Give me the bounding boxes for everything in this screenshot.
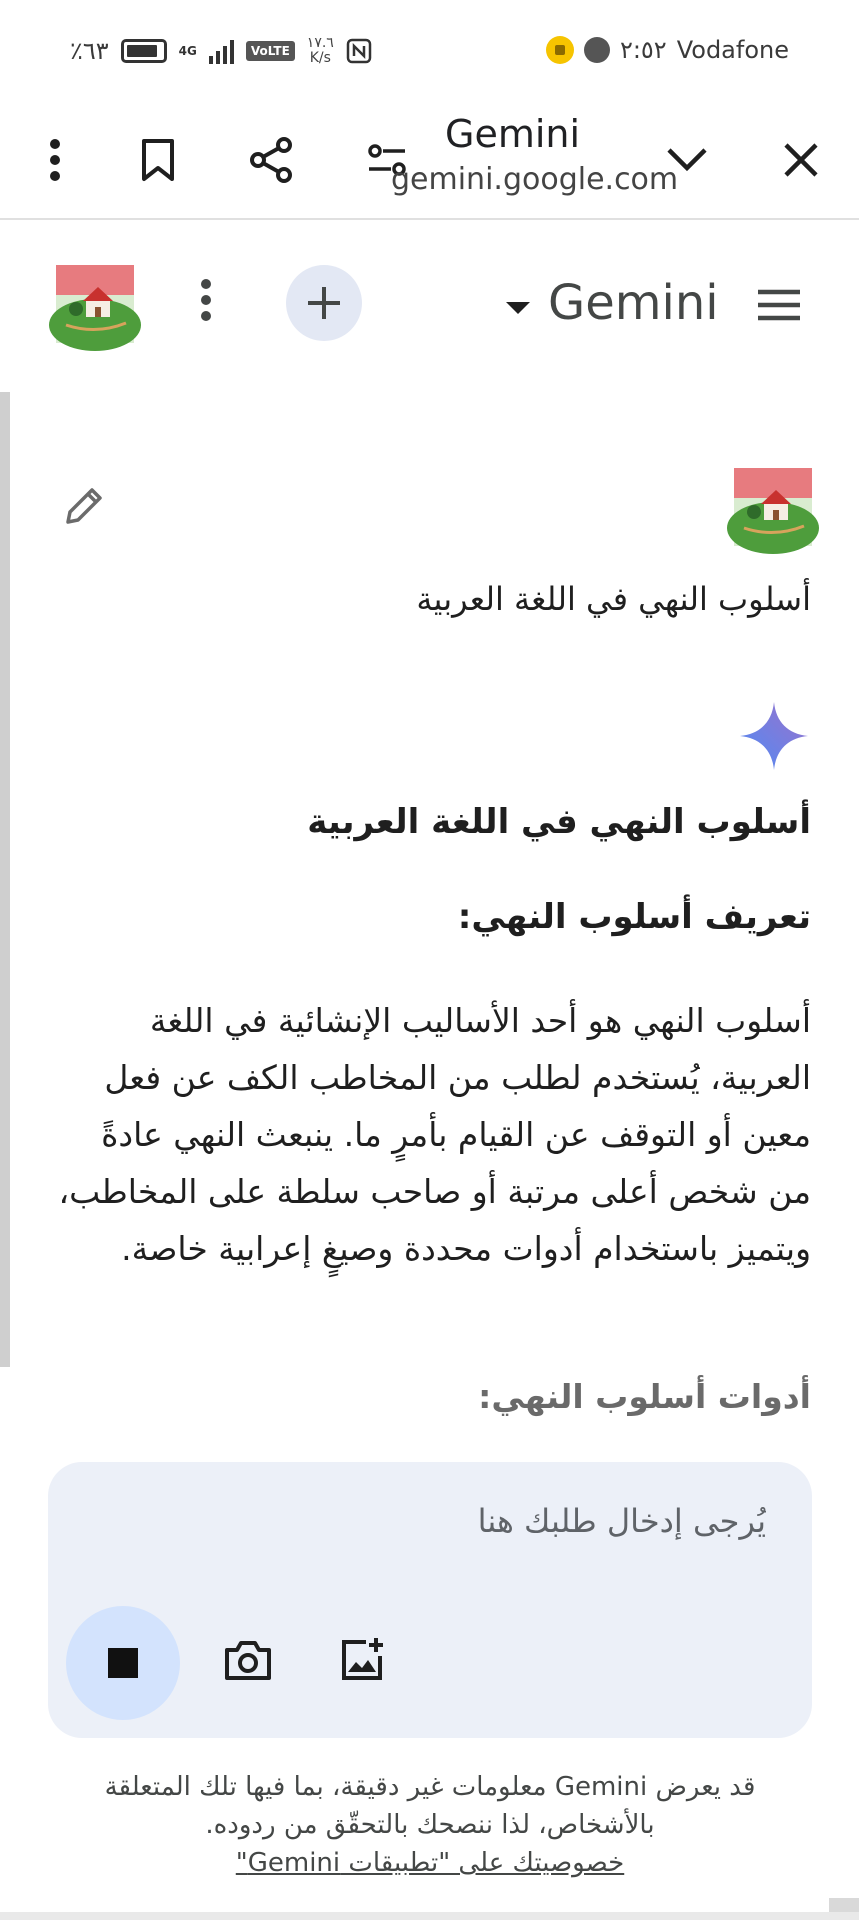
chevron-down-icon[interactable] bbox=[652, 100, 722, 220]
add-image-icon[interactable] bbox=[332, 1630, 392, 1690]
volte-badge: VoLTE bbox=[246, 41, 295, 61]
camera-icon[interactable] bbox=[218, 1630, 278, 1690]
close-icon[interactable] bbox=[766, 100, 836, 220]
carrier-name: Vodafone bbox=[676, 36, 789, 64]
tools-heading: أدوات أسلوب النهي: bbox=[478, 1377, 811, 1416]
nfc-icon bbox=[346, 38, 372, 64]
status-bar bbox=[0, 0, 859, 100]
edit-prompt-icon[interactable] bbox=[60, 482, 108, 534]
network-type: 4G bbox=[178, 44, 197, 58]
definition-body: أسلوب النهي هو أحد الأساليب الإنشائية في اللغة العربية، يُستخدم لطلب من المخاطب الكف عن فعل معين أو التوقف عن القيام بأمرٍ ما. ينبعث النهي عادةً من شخص أعلى مرتبة أو صاحب سلطة على المخاطب، ويتميز باستخدام أدوات محددة وصيغٍ إعرابية خاصة. bbox=[58, 1001, 811, 1268]
plus-icon bbox=[306, 285, 342, 321]
caret-down-icon[interactable] bbox=[506, 302, 530, 314]
conversation bbox=[0, 392, 859, 1432]
page-url[interactable]: gemini.google.com bbox=[391, 162, 679, 197]
app-title[interactable]: Gemini bbox=[548, 275, 719, 331]
stop-icon bbox=[108, 1648, 138, 1678]
speed-value: ١٧.٦ bbox=[306, 35, 334, 51]
user-prompt: أسلوب النهي في اللغة العربية bbox=[416, 580, 811, 618]
browser-toolbar bbox=[0, 100, 859, 220]
more-vert-icon[interactable] bbox=[20, 100, 90, 220]
app-header bbox=[0, 220, 859, 390]
signal-icon bbox=[209, 38, 234, 64]
definition-heading: تعريف أسلوب النهي: bbox=[457, 897, 811, 937]
bookmark-icon[interactable] bbox=[123, 100, 193, 220]
page-title: Gemini bbox=[445, 112, 581, 156]
user-avatar bbox=[734, 468, 812, 546]
composer bbox=[48, 1462, 812, 1738]
prompt-input[interactable] bbox=[266, 1502, 766, 1540]
disclaimer-line-2: بالأشخاص، لذا ننصحك بالتحقّق من ردوده. bbox=[205, 1810, 655, 1840]
battery-icon bbox=[121, 39, 167, 63]
response-title: أسلوب النهي في اللغة العربية bbox=[307, 802, 811, 842]
site-settings-icon[interactable] bbox=[352, 100, 422, 220]
bottom-divider bbox=[0, 1912, 859, 1920]
status-left bbox=[70, 36, 372, 66]
gemini-sparkle-icon bbox=[738, 700, 810, 776]
clock: ٢:٥٢ bbox=[619, 36, 667, 64]
resize-handle bbox=[829, 1898, 859, 1912]
notification-icon bbox=[546, 36, 574, 64]
account-avatar[interactable] bbox=[56, 265, 134, 343]
messenger-icon bbox=[584, 37, 610, 63]
battery-level: ٪٦٣ bbox=[70, 37, 109, 65]
status-right bbox=[546, 36, 789, 64]
privacy-link[interactable]: خصوصيتك على "تطبيقات Gemini" bbox=[235, 1848, 625, 1878]
stop-button[interactable] bbox=[66, 1606, 180, 1720]
speed-unit: K/s bbox=[309, 50, 331, 66]
new-chat-button[interactable] bbox=[286, 265, 362, 341]
network-speed bbox=[307, 36, 334, 66]
more-vert-icon[interactable] bbox=[200, 278, 212, 326]
menu-icon[interactable] bbox=[756, 288, 802, 326]
disclaimer-line-1: قد يعرض Gemini معلومات غير دقيقة، بما فيها تلك المتعلقة bbox=[104, 1772, 756, 1802]
share-icon[interactable] bbox=[236, 100, 306, 220]
disclaimer bbox=[40, 1768, 820, 1882]
